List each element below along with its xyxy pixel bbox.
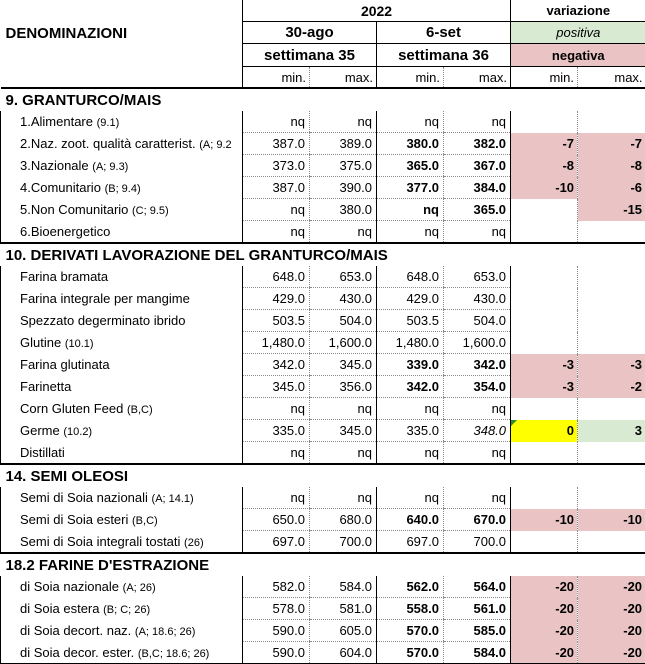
table-row <box>1 598 645 620</box>
price-cell: 342.0 <box>377 376 444 398</box>
row-label <box>1 531 243 554</box>
row-label <box>1 354 243 376</box>
price-cell: 345.0 <box>310 354 377 376</box>
price-cell: 342.0 <box>243 354 310 376</box>
variation-max-cell: -20 <box>578 598 645 620</box>
row-label <box>1 420 243 442</box>
price-cell: 1,600.0 <box>444 332 511 354</box>
price-cell: 377.0 <box>377 177 444 199</box>
price-cell: 648.0 <box>377 266 444 288</box>
price-cell: 570.0 <box>377 620 444 642</box>
price-cell: nq <box>310 442 377 465</box>
price-cell: 700.0 <box>310 531 377 554</box>
price-cell: 503.5 <box>377 310 444 332</box>
variation-min-cell: -10 <box>511 509 578 531</box>
table-row <box>1 111 645 133</box>
row-label-text: Glutine <box>20 335 62 350</box>
variation-min-cell: -20 <box>511 620 578 642</box>
price-cell: nq <box>377 199 444 221</box>
price-cell: nq <box>243 111 310 133</box>
price-cell: 354.0 <box>444 376 511 398</box>
row-label-text: Semi di Soia integrali tostati <box>20 533 181 549</box>
price-cell: 697.0 <box>377 531 444 554</box>
variation-max-cell: -8 <box>578 155 645 177</box>
row-label-note: (B; C; 26) <box>103 604 151 616</box>
row-label <box>1 487 243 509</box>
section-title: 18.2 FARINE D'ESTRAZIONE <box>1 553 645 576</box>
row-label <box>1 332 243 354</box>
row-label-text: di Soia estera <box>20 601 100 616</box>
price-cell: 570.0 <box>377 642 444 664</box>
row-label <box>1 442 243 465</box>
price-cell: 504.0 <box>444 310 511 332</box>
price-cell: 380.0 <box>310 199 377 221</box>
row-label <box>1 398 243 420</box>
variation-header: variazione <box>511 0 645 22</box>
table-row <box>1 354 645 376</box>
table-row <box>1 332 645 354</box>
row-label <box>1 133 243 155</box>
row-label <box>1 266 243 288</box>
price-cell: nq <box>377 111 444 133</box>
price-cell: 375.0 <box>310 155 377 177</box>
price-cell: 648.0 <box>243 266 310 288</box>
price-cell: nq <box>444 398 511 420</box>
section-header-row <box>1 553 645 576</box>
row-label-note: (A; 18.6; 26) <box>134 626 196 638</box>
table-row <box>1 266 645 288</box>
row-label <box>1 642 243 664</box>
table-row <box>1 642 645 664</box>
row-label-note: (A; 9.3) <box>92 161 129 173</box>
variation-min-cell: 0 <box>511 420 578 442</box>
variation-min-cell <box>511 288 578 310</box>
row-label-text: 1.Alimentare <box>20 114 93 130</box>
table-row <box>1 155 645 177</box>
price-cell: 700.0 <box>444 531 511 554</box>
price-cell: 429.0 <box>377 288 444 310</box>
price-cell: 389.0 <box>310 133 377 155</box>
price-cell: 604.0 <box>310 642 377 664</box>
row-label-text: Farina bramata <box>20 269 109 285</box>
denominazioni-header: DENOMINAZIONI <box>5 24 128 42</box>
variation-max-cell: -20 <box>578 642 645 664</box>
section-header-row <box>1 243 645 266</box>
price-cell: nq <box>377 221 444 244</box>
variation-min-cell <box>511 199 578 221</box>
row-label <box>1 221 243 244</box>
max-label: max. <box>310 67 377 89</box>
variation-max-cell <box>578 111 645 133</box>
price-cell: 380.0 <box>377 133 444 155</box>
price-cell: nq <box>243 398 310 420</box>
row-label-text: Farina integrale per mangime <box>20 291 190 306</box>
price-cell: 1,480.0 <box>377 332 444 354</box>
variation-max-cell: -20 <box>578 576 645 598</box>
price-cell: 562.0 <box>377 576 444 598</box>
price-cell: nq <box>243 442 310 465</box>
price-cell: 558.0 <box>377 598 444 620</box>
price-cell: 342.0 <box>444 354 511 376</box>
price-cell: 650.0 <box>243 509 310 531</box>
price-cell: 584.0 <box>310 576 377 598</box>
price-cell: 653.0 <box>310 266 377 288</box>
variation-max-cell: -7 <box>578 133 645 155</box>
variation-min-cell: -3 <box>511 376 578 398</box>
variation-min-cell <box>511 531 578 554</box>
table-row <box>1 221 645 244</box>
row-label-text: 5.Non Comunitario <box>20 202 129 217</box>
price-cell: nq <box>243 199 310 221</box>
price-cell: 384.0 <box>444 177 511 199</box>
year-header: 2022 <box>243 0 511 22</box>
table-row <box>1 531 645 554</box>
row-label <box>1 310 243 332</box>
row-label-note: (C; 9.5) <box>132 205 169 217</box>
price-cell: nq <box>444 221 511 244</box>
table-row <box>1 620 645 642</box>
variation-max-cell: 3 <box>578 420 645 442</box>
table-row <box>1 310 645 332</box>
price-cell: 335.0 <box>377 420 444 442</box>
price-cell: 365.0 <box>377 155 444 177</box>
min-label: min. <box>377 67 444 89</box>
row-label-text: 3.Nazionale <box>20 158 89 173</box>
variation-min-cell: -20 <box>511 598 578 620</box>
variation-max-cell: -10 <box>578 509 645 531</box>
table-row <box>1 199 645 221</box>
price-cell: 680.0 <box>310 509 377 531</box>
price-cell: 335.0 <box>243 420 310 442</box>
row-label-text: 4.Comunitario <box>20 180 101 195</box>
row-label-note: (B; 9.4) <box>104 183 141 195</box>
negative-legend: negativa <box>511 44 645 67</box>
row-label <box>1 598 243 620</box>
section-title: 10. DERIVATI LAVORAZIONE DEL GRANTURCO/MAIS <box>1 243 645 266</box>
price-cell: 348.0 <box>444 420 511 442</box>
price-cell: 582.0 <box>243 576 310 598</box>
variation-max-cell <box>578 288 645 310</box>
row-label-text: Distillati <box>20 444 65 460</box>
price-cell: 1,480.0 <box>243 332 310 354</box>
row-label <box>1 199 243 221</box>
price-cell: 345.0 <box>310 420 377 442</box>
price-cell: nq <box>444 111 511 133</box>
variation-max-cell: -6 <box>578 177 645 199</box>
week-header-2: settimana 36 <box>377 44 511 67</box>
price-cell: 367.0 <box>444 155 511 177</box>
variation-min-cell <box>511 442 578 465</box>
row-label-note: (A; 26) <box>122 582 156 595</box>
variation-max-cell: -20 <box>578 620 645 642</box>
row-label-text: Germe <box>20 423 60 438</box>
row-label-note: (B,C; 18.6; 26) <box>137 647 210 660</box>
variation-min-cell: -20 <box>511 642 578 664</box>
variation-max-cell: -15 <box>578 199 645 221</box>
max-label: max. <box>444 67 511 89</box>
price-cell: 561.0 <box>444 598 511 620</box>
table-row <box>1 398 645 420</box>
table-row <box>1 576 645 598</box>
row-label-text: Semi di Soia esteri <box>20 512 129 527</box>
row-label-text: 2.Naz. zoot. qualità caratterist. <box>20 136 196 151</box>
price-cell: 1,600.0 <box>310 332 377 354</box>
price-cell: nq <box>310 487 377 509</box>
row-label-note: (9.1) <box>96 117 120 130</box>
table-row <box>1 133 645 155</box>
price-cell: 390.0 <box>310 177 377 199</box>
row-label <box>1 288 243 310</box>
variation-max-cell <box>578 487 645 509</box>
price-cell: 581.0 <box>310 598 377 620</box>
row-label <box>1 177 243 199</box>
variation-min-cell: -8 <box>511 155 578 177</box>
price-cell: 640.0 <box>377 509 444 531</box>
price-cell: 387.0 <box>243 133 310 155</box>
row-label-note: (B,C) <box>132 515 158 527</box>
date-header-1: 30-ago <box>243 22 377 44</box>
row-label-note: (10.2) <box>63 426 93 438</box>
row-label-text: di Soia decor. ester. <box>20 644 135 660</box>
variation-min-cell <box>511 111 578 133</box>
variation-min-cell: -20 <box>511 576 578 598</box>
price-cell: 653.0 <box>444 266 511 288</box>
variation-min-cell: -7 <box>511 133 578 155</box>
price-cell: 382.0 <box>444 133 511 155</box>
variation-max-cell <box>578 266 645 288</box>
row-label-note: (A; 9.2 <box>199 139 232 151</box>
variation-min-cell <box>511 310 578 332</box>
row-label <box>1 576 243 598</box>
section-title: 14. SEMI OLEOSI <box>1 464 645 487</box>
row-label-text: Corn Gluten Feed <box>20 401 124 416</box>
price-cell: 697.0 <box>243 531 310 554</box>
price-cell: 345.0 <box>243 376 310 398</box>
variation-max-cell: -2 <box>578 376 645 398</box>
variation-min-cell <box>511 487 578 509</box>
table-row <box>1 487 645 509</box>
row-label-text: Spezzato degerminato ibrido <box>20 313 186 328</box>
price-cell: 339.0 <box>377 354 444 376</box>
min-label: min. <box>511 67 578 89</box>
price-cell: 356.0 <box>310 376 377 398</box>
price-cell: 590.0 <box>243 642 310 664</box>
table-row <box>1 177 645 199</box>
positive-legend: positiva <box>511 22 645 44</box>
row-label <box>1 620 243 642</box>
section-header-row <box>1 464 645 487</box>
price-cell: nq <box>310 398 377 420</box>
table-row <box>1 509 645 531</box>
price-cell: nq <box>377 398 444 420</box>
row-label <box>1 155 243 177</box>
price-cell: 504.0 <box>310 310 377 332</box>
price-cell: 387.0 <box>243 177 310 199</box>
row-label-note: (26) <box>184 536 204 549</box>
price-cell: nq <box>243 487 310 509</box>
price-cell: 578.0 <box>243 598 310 620</box>
price-cell: 429.0 <box>243 288 310 310</box>
variation-max-cell: -3 <box>578 354 645 376</box>
price-cell: nq <box>243 221 310 244</box>
variation-min-cell: -10 <box>511 177 578 199</box>
row-label <box>1 509 243 531</box>
price-cell: 585.0 <box>444 620 511 642</box>
row-label-text: Farina glutinata <box>20 357 110 372</box>
variation-max-cell <box>578 398 645 420</box>
variation-min-cell <box>511 221 578 244</box>
row-label-text: di Soia nazionale <box>20 579 120 595</box>
price-cell: 564.0 <box>444 576 511 598</box>
price-cell: nq <box>444 442 511 465</box>
variation-max-cell <box>578 332 645 354</box>
row-label <box>1 376 243 398</box>
price-cell: nq <box>377 442 444 465</box>
variation-min-cell <box>511 332 578 354</box>
row-label-text: Farinetta <box>20 379 72 394</box>
row-label <box>1 111 243 133</box>
price-cell: 503.5 <box>243 310 310 332</box>
table-row <box>1 420 645 442</box>
variation-max-cell <box>578 531 645 554</box>
row-label-text: 6.Bioenergetico <box>20 223 111 239</box>
price-cell: 365.0 <box>444 199 511 221</box>
row-label-note: (A; 14.1) <box>151 493 194 506</box>
table-row <box>1 288 645 310</box>
variation-max-cell <box>578 310 645 332</box>
table-row <box>1 376 645 398</box>
price-cell: 590.0 <box>243 620 310 642</box>
row-label-text: Semi di Soia nazionali <box>20 490 148 506</box>
row-label-note: (B,C) <box>126 404 153 416</box>
price-cell: nq <box>377 487 444 509</box>
price-cell: 670.0 <box>444 509 511 531</box>
row-label-note: (10.1) <box>64 338 94 350</box>
table-row <box>1 442 645 465</box>
price-cell: nq <box>310 221 377 244</box>
section-title: 9. GRANTURCO/MAIS <box>1 88 645 111</box>
price-cell: 430.0 <box>444 288 511 310</box>
variation-max-cell <box>578 221 645 244</box>
price-cell: 373.0 <box>243 155 310 177</box>
price-cell: 584.0 <box>444 642 511 664</box>
price-cell: 605.0 <box>310 620 377 642</box>
variation-min-cell <box>511 266 578 288</box>
date-header-2: 6-set <box>377 22 511 44</box>
price-cell: 430.0 <box>310 288 377 310</box>
variation-max-cell <box>578 442 645 465</box>
price-cell: nq <box>310 111 377 133</box>
min-label: min. <box>243 67 310 89</box>
variation-min-cell <box>511 398 578 420</box>
row-label-text: di Soia decort. naz. <box>20 623 132 638</box>
max-label: max. <box>578 67 645 89</box>
week-header-1: settimana 35 <box>243 44 377 67</box>
section-header-row <box>1 88 645 111</box>
variation-min-cell: -3 <box>511 354 578 376</box>
price-cell: nq <box>444 487 511 509</box>
